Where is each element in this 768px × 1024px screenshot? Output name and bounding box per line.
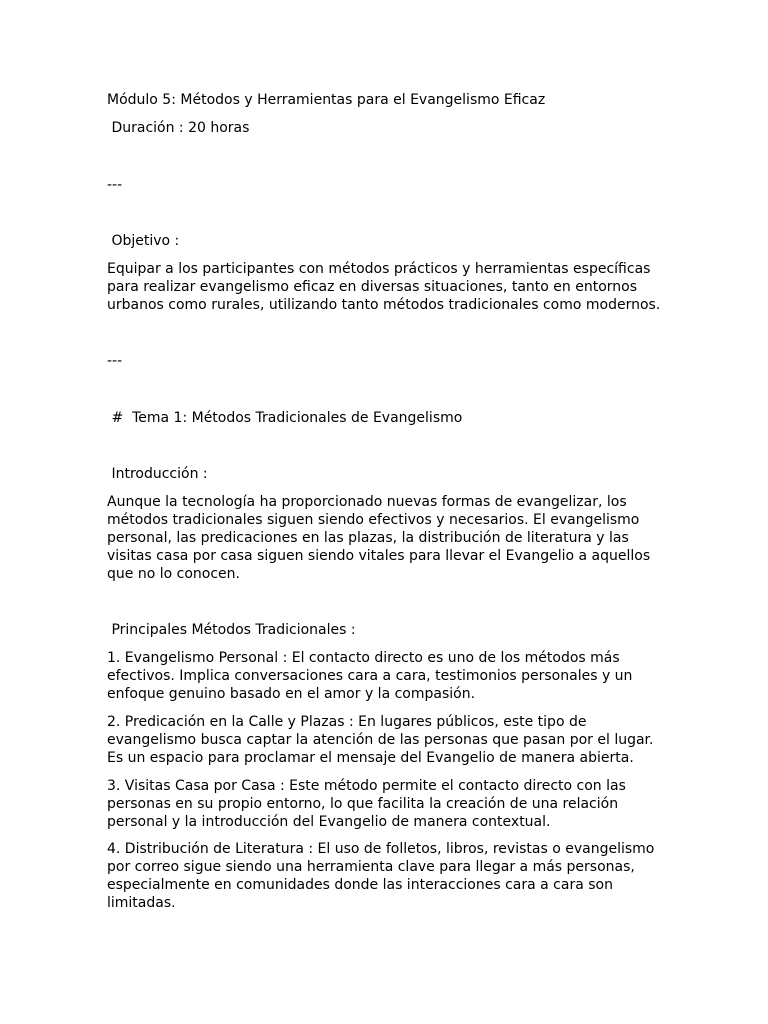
- objective-heading: Objetivo :: [107, 233, 180, 249]
- topic-heading: # Tema 1: Métodos Tradicionales de Evangelismo: [107, 410, 463, 426]
- separator: ---: [107, 177, 123, 193]
- objective-text: Equipar a los participantes con métodos prácticos y herramientas específicas para realizar evangelismo eficaz en diversas situaciones, tanto en entornos urbanos como rurales, utilizando tanto métodos tradicionales como modernos.: [107, 261, 661, 313]
- separator: ---: [107, 353, 123, 369]
- list-item: 1. Evangelismo Personal : El contacto directo es uno de los métodos más efectivos. Implica conversaciones cara a cara, testimonios personales y un enfoque genuino basado en el amor y la compasión.: [107, 650, 633, 702]
- module-title: Módulo 5: Métodos y Herramientas para el Evangelismo Eficaz: [107, 92, 546, 108]
- list-item: 3. Visitas Casa por Casa : Este método permite el contacto directo con las personas en su propio entorno, lo que facilita la creación de una relación personal y la introducción del Evangelio de manera contextual.: [107, 778, 626, 830]
- list-item: 2. Predicación en la Calle y Plazas : En lugares públicos, este tipo de evangelismo busca captar la atención de las personas que pasan por el lugar. Es un espacio para proclamar el mensaje del Evangelio de manera abierta.: [107, 714, 654, 766]
- methods-heading: Principales Métodos Tradicionales :: [107, 622, 356, 638]
- intro-heading: Introducción :: [107, 466, 208, 482]
- duration-line: Duración : 20 horas: [107, 120, 250, 136]
- list-item: 4. Distribución de Literatura : El uso de folletos, libros, revistas o evangelismo por correo sigue siendo una herramienta clave para llegar a más personas, especialmente en comunidades donde las interacciones cara a cara son limitadas.: [107, 841, 655, 911]
- intro-paragraph: Aunque la tecnología ha proporcionado nuevas formas de evangelizar, los métodos tradicionales siguen siendo efectivos y necesarios. El evangelismo personal, las predicaciones en las plazas, la distribución de literatura y las visitas casa por casa siguen siendo vitales para llevar el Evangelio a aquellos que no lo conocen.: [107, 494, 651, 582]
